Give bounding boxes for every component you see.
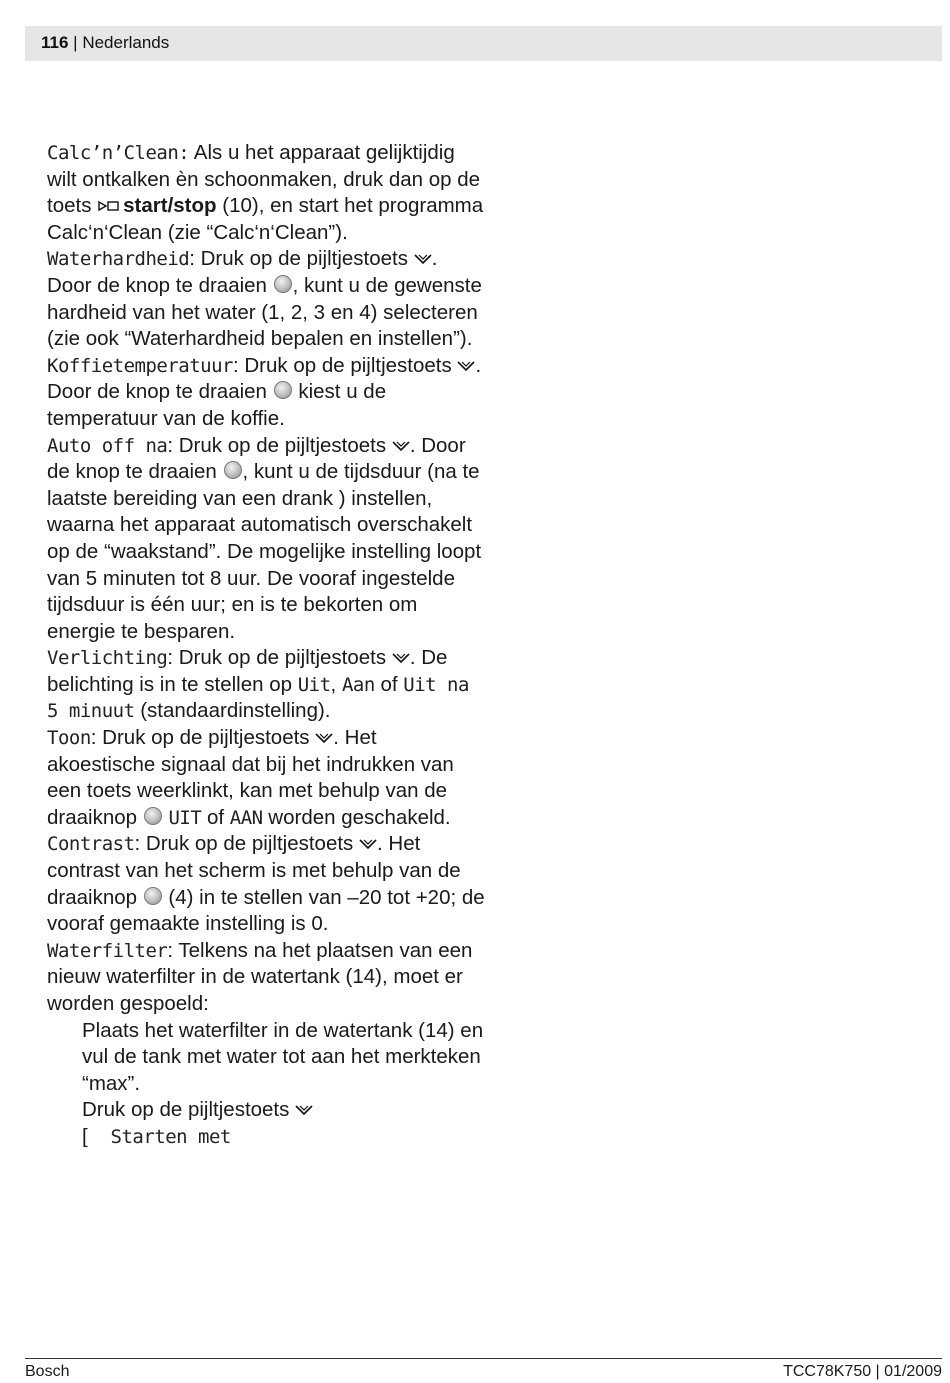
header-separator: | bbox=[68, 33, 83, 52]
footer-divider bbox=[25, 1358, 942, 1359]
display-label: Starten met bbox=[110, 1125, 231, 1148]
body-text: . Door de knop te draaien bbox=[47, 433, 466, 484]
section-calcnclean bbox=[47, 140, 487, 246]
body-text: . Door de knop te draaien bbox=[47, 247, 438, 297]
display-label: Toon bbox=[47, 727, 91, 750]
waterfilter-step: Plaats het waterfilter in de watertank (14) en vul de tank met water tot aan het merkteken “max”. bbox=[82, 1018, 484, 1095]
arrow-down-icon bbox=[295, 1104, 313, 1116]
rotary-knob-icon bbox=[144, 807, 162, 825]
body-text: . De belichting is in te stellen op bbox=[47, 646, 448, 696]
arrow-down-icon bbox=[359, 838, 377, 850]
body-text: : Druk op de pijltjestoets bbox=[167, 433, 392, 457]
body-text: (4) in te stellen van –20 tot +20; de vooraf gemaakte instelling is 0. bbox=[47, 885, 485, 936]
section-toon bbox=[47, 725, 487, 831]
start-stop-icon bbox=[97, 199, 121, 213]
waterfilter-step bbox=[47, 1097, 487, 1124]
rotary-knob-icon bbox=[274, 381, 292, 399]
rotary-knob-icon bbox=[144, 887, 162, 905]
body-text: : Druk op de pijltjestoets bbox=[134, 832, 359, 856]
body-text: : Druk op de pijltjestoets bbox=[90, 726, 316, 750]
display-label: Calc’n’Clean: bbox=[47, 142, 190, 164]
main-content bbox=[47, 140, 487, 1151]
footer-brand: Bosch bbox=[25, 1363, 70, 1380]
display-option: Uit bbox=[297, 673, 331, 696]
body-text: , kunt u de gewenste hardheid van het water (1, 2, 3 en 4) selecteren (zie ook “Waterhardheid bepalen en instellen”). bbox=[47, 273, 482, 351]
body-text: of bbox=[201, 805, 230, 829]
body-text: : Druk op de pijltjestoets bbox=[232, 353, 458, 377]
arrow-down-icon bbox=[392, 652, 410, 664]
body-text: Druk op de pijltjestoets bbox=[82, 1098, 296, 1122]
section-contrast bbox=[47, 831, 487, 937]
display-option: AAN bbox=[229, 806, 263, 829]
arrow-down-icon bbox=[414, 253, 432, 265]
display-label: Auto off na bbox=[47, 434, 168, 457]
header-text bbox=[41, 33, 169, 53]
body-text: , bbox=[330, 672, 342, 696]
waterfilter-step bbox=[47, 1124, 487, 1151]
body-text: worden geschakeld. bbox=[262, 805, 451, 829]
body-text: : Telkens na het plaatsen van een nieuw waterfilter in de watertank (14), moet er worden gespoeld: bbox=[47, 938, 473, 1015]
display-option: UIT bbox=[168, 806, 202, 829]
display-label: Verlichting bbox=[47, 647, 168, 670]
section-verlichting bbox=[47, 645, 487, 725]
footer-doc-id: TCC78K750 | 01/2009 bbox=[783, 1363, 942, 1380]
body-text: : Druk op de pijltjestoets bbox=[189, 247, 414, 271]
body-text: . Het contrast van het scherm is met behulp van de draaiknop bbox=[47, 832, 461, 909]
arrow-down-icon bbox=[392, 440, 410, 452]
page-number: 116 bbox=[41, 33, 69, 52]
body-text: (10), en start het programma Calc‘n‘Clean (zie “Calc‘n‘Clean”). bbox=[47, 194, 484, 244]
body-text: kiest u de temperatuur van de koffie. bbox=[47, 380, 387, 430]
body-text: . Het akoestische signaal dat bij het indrukken van een toets weerklinkt, kan met behulp van de draaiknop bbox=[47, 726, 454, 829]
body-text: : Druk op de pijltjestoets bbox=[167, 646, 392, 670]
display-option: Aan bbox=[341, 673, 375, 696]
bracket-symbol: [ bbox=[82, 1124, 88, 1148]
rotary-knob-icon bbox=[274, 275, 292, 293]
section-waterfilter bbox=[47, 938, 487, 1018]
section-waterhardheid bbox=[47, 246, 487, 352]
body-text: , kunt u de tijdsduur (na te laatste bereiding van een drank ) instellen, waarna het apparaat automatisch overschakelt op de “waakstand”. De mogelijke instelling loopt van 5 minuten tot 8 uur. De vooraf ingestelde tijdsduur is één uur; en is te bekorten om energie te besparen. bbox=[47, 460, 482, 643]
arrow-down-icon bbox=[315, 732, 333, 744]
display-label: Contrast bbox=[47, 833, 135, 856]
rotary-knob-icon bbox=[224, 461, 242, 479]
display-label: Waterfilter bbox=[47, 939, 168, 962]
page-header bbox=[25, 26, 942, 61]
display-label: Waterhardheid bbox=[47, 248, 190, 271]
body-text: of bbox=[374, 672, 404, 696]
arrow-down-icon bbox=[457, 360, 475, 372]
body-text: . Door de knop te draaien bbox=[47, 353, 482, 404]
display-option: Uit na 5 minuut bbox=[47, 673, 469, 723]
display-label: Koffietemperatuur bbox=[47, 354, 233, 377]
header-language: Nederlands bbox=[82, 33, 170, 52]
start-stop-key: start/stop bbox=[123, 194, 217, 218]
body-text: (standaardinstelling). bbox=[134, 699, 331, 723]
section-auto-off bbox=[47, 433, 487, 646]
section-koffietemperatuur bbox=[47, 353, 487, 433]
body-text: Als u het apparaat gelijktijdig wilt ontkalken èn schoonmaken, druk dan op de toets bbox=[47, 141, 481, 218]
